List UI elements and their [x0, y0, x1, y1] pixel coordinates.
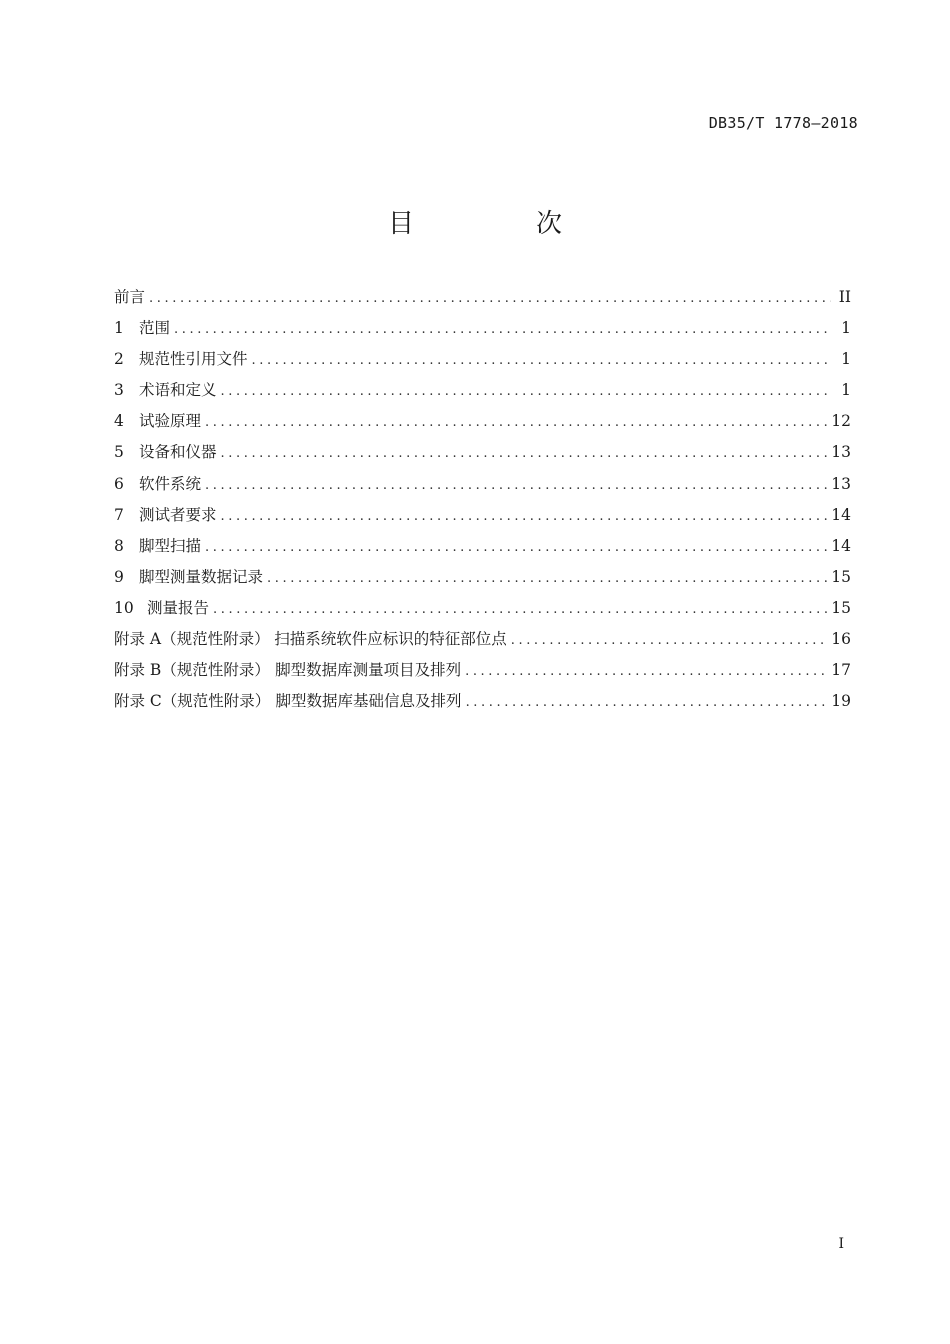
toc-entry-foreword[interactable] [114, 284, 851, 315]
document-code: DB35/T 1778—2018 [708, 114, 858, 132]
toc-page-number: 1 [841, 319, 851, 338]
toc-entry-appendix-b[interactable] [114, 657, 851, 688]
toc-page-number: 12 [831, 412, 851, 431]
toc-label: 测量报告 [147, 598, 210, 617]
toc-section-number: 8 [114, 536, 124, 555]
dot-leader [205, 535, 827, 561]
toc-entry-9[interactable] [114, 564, 851, 595]
dot-leader [174, 317, 831, 343]
toc-section-number: 10 [114, 598, 134, 617]
toc-label: 试验原理 [139, 412, 202, 431]
table-of-contents [114, 284, 851, 719]
toc-section-number: 1 [114, 319, 124, 338]
dot-leader [511, 628, 828, 654]
page-number: I [838, 1236, 844, 1252]
dot-leader [213, 597, 827, 623]
toc-entry-10[interactable] [114, 595, 851, 626]
dot-leader [221, 379, 831, 405]
toc-label: 前言 [114, 288, 146, 306]
toc-entry-appendix-a[interactable] [114, 626, 851, 657]
dot-leader [221, 504, 828, 530]
dot-leader [205, 473, 827, 499]
toc-page-number: 14 [831, 505, 851, 524]
dot-leader [252, 348, 831, 374]
toc-page-number: 16 [831, 630, 851, 649]
toc-label: 设备和仪器 [139, 443, 217, 462]
toc-page-number: 15 [831, 598, 851, 617]
toc-label: 术语和定义 [139, 381, 217, 400]
appendix-prefix: 附录 B（规范性附录） [114, 661, 270, 680]
toc-entry-4[interactable] [114, 408, 851, 439]
toc-page-number: 13 [831, 443, 851, 462]
toc-page-number: 13 [831, 474, 851, 493]
toc-page-number: 14 [831, 536, 851, 555]
toc-page-number: 1 [841, 381, 851, 400]
toc-entry-appendix-c[interactable] [114, 688, 851, 719]
toc-entry-8[interactable] [114, 533, 851, 564]
toc-section-number: 3 [114, 381, 124, 400]
toc-entry-5[interactable] [114, 439, 851, 470]
appendix-prefix: 附录 C（规范性附录） [114, 692, 271, 711]
toc-label: 规范性引用文件 [139, 350, 248, 369]
toc-page-number: 19 [831, 692, 851, 711]
dot-leader [465, 659, 827, 685]
toc-entry-3[interactable] [114, 377, 851, 408]
toc-section-number: 4 [114, 412, 124, 431]
toc-label: 脚型测量数据记录 [139, 567, 264, 586]
toc-section-number: 9 [114, 567, 124, 586]
toc-entry-7[interactable] [114, 502, 851, 533]
dot-leader [221, 441, 828, 467]
toc-entry-2[interactable] [114, 346, 851, 377]
toc-entry-1[interactable] [114, 315, 851, 346]
toc-section-number: 2 [114, 350, 124, 369]
dot-leader [149, 286, 831, 312]
dot-leader [267, 566, 827, 592]
toc-section-number: 6 [114, 474, 124, 493]
toc-label: 脚型数据库测量项目及排列 [275, 661, 462, 680]
toc-entry-6[interactable] [114, 471, 851, 502]
toc-section-number: 7 [114, 505, 124, 524]
toc-label: 扫描系统软件应标识的特征部位点 [274, 630, 507, 649]
toc-label: 测试者要求 [139, 505, 217, 524]
appendix-prefix: 附录 A（规范性附录） [114, 630, 270, 649]
toc-page-number: 1 [841, 350, 851, 369]
dot-leader [205, 410, 827, 436]
toc-label: 脚型数据库基础信息及排列 [275, 692, 462, 711]
toc-page-number: 15 [831, 567, 851, 586]
dot-leader [466, 690, 828, 716]
page-title: 目 次 [387, 209, 610, 239]
toc-label: 范围 [139, 319, 171, 338]
toc-page-number: 17 [831, 661, 851, 680]
toc-label: 软件系统 [139, 474, 202, 493]
toc-label: 脚型扫描 [139, 536, 202, 555]
toc-section-number: 5 [114, 443, 124, 462]
toc-page-number: II [838, 288, 851, 306]
